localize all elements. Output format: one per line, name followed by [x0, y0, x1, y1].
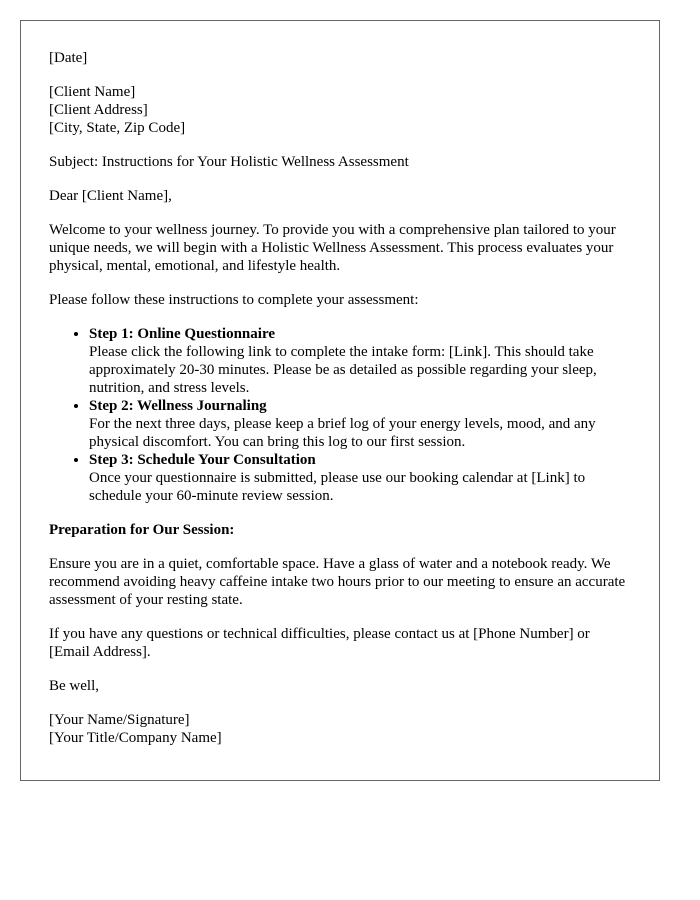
step-text: For the next three days, please keep a brief log of your energy levels, mood, and any physical discomfort. You can bring this log to our first session.: [89, 416, 596, 450]
instructions-lead: Please follow these instructions to complete your assessment:: [49, 292, 419, 308]
signature-name: [Your Name/Signature]: [49, 712, 190, 728]
signature-title: [Your Title/Company Name]: [49, 730, 222, 746]
step-title: • Step 2: Wellness Journaling: [89, 398, 267, 414]
intro-paragraph: Welcome to your wellness journey. To provide you with a comprehensive plan tailored to your unique needs, we will begin with a Holistic Wellness Assessment. This process evaluates your physical, mental, emotional, and lifestyle health.: [49, 222, 616, 274]
steps-list: [49, 325, 631, 505]
step-item: [89, 451, 631, 505]
letter-page: [20, 20, 660, 781]
recipient-city-state-zip: [City, State, Zip Code]: [49, 120, 186, 136]
recipient-name: [Client Name]: [49, 84, 136, 100]
signature-block: [49, 711, 631, 747]
letter-closing: Be well,: [49, 678, 99, 694]
letter-salutation: Dear [Client Name],: [49, 188, 172, 204]
recipient-address-block: [49, 83, 631, 137]
step-text: Please click the following link to complete the intake form: [Link]. This should take approximately 20-30 minutes. Please be as detailed as possible regarding your sleep, nutrition, and stress levels.: [89, 344, 597, 396]
step-item: [89, 397, 631, 451]
letter-date: [Date]: [49, 50, 88, 66]
preparation-heading: Preparation for Our Session:: [49, 522, 235, 538]
step-text: Once your questionnaire is submitted, please use our booking calendar at [Link] to schedule your 60-minute review session.: [89, 470, 586, 504]
letter-subject: Subject: Instructions for Your Holistic Wellness Assessment: [49, 154, 409, 170]
preparation-paragraph: Ensure you are in a quiet, comfortable space. Have a glass of water and a notebook ready. We recommend avoiding heavy caffeine intake two hours prior to our meeting to ensure an accurate assessment of your resting state.: [49, 556, 626, 608]
step-title: • Step 1: Online Questionnaire: [89, 326, 275, 342]
recipient-address: [Client Address]: [49, 102, 148, 118]
step-title: • Step 3: Schedule Your Consultation: [89, 452, 316, 468]
step-item: [89, 325, 631, 397]
contact-paragraph: If you have any questions or technical difficulties, please contact us at [Phone Number] or [Email Address].: [49, 626, 590, 660]
